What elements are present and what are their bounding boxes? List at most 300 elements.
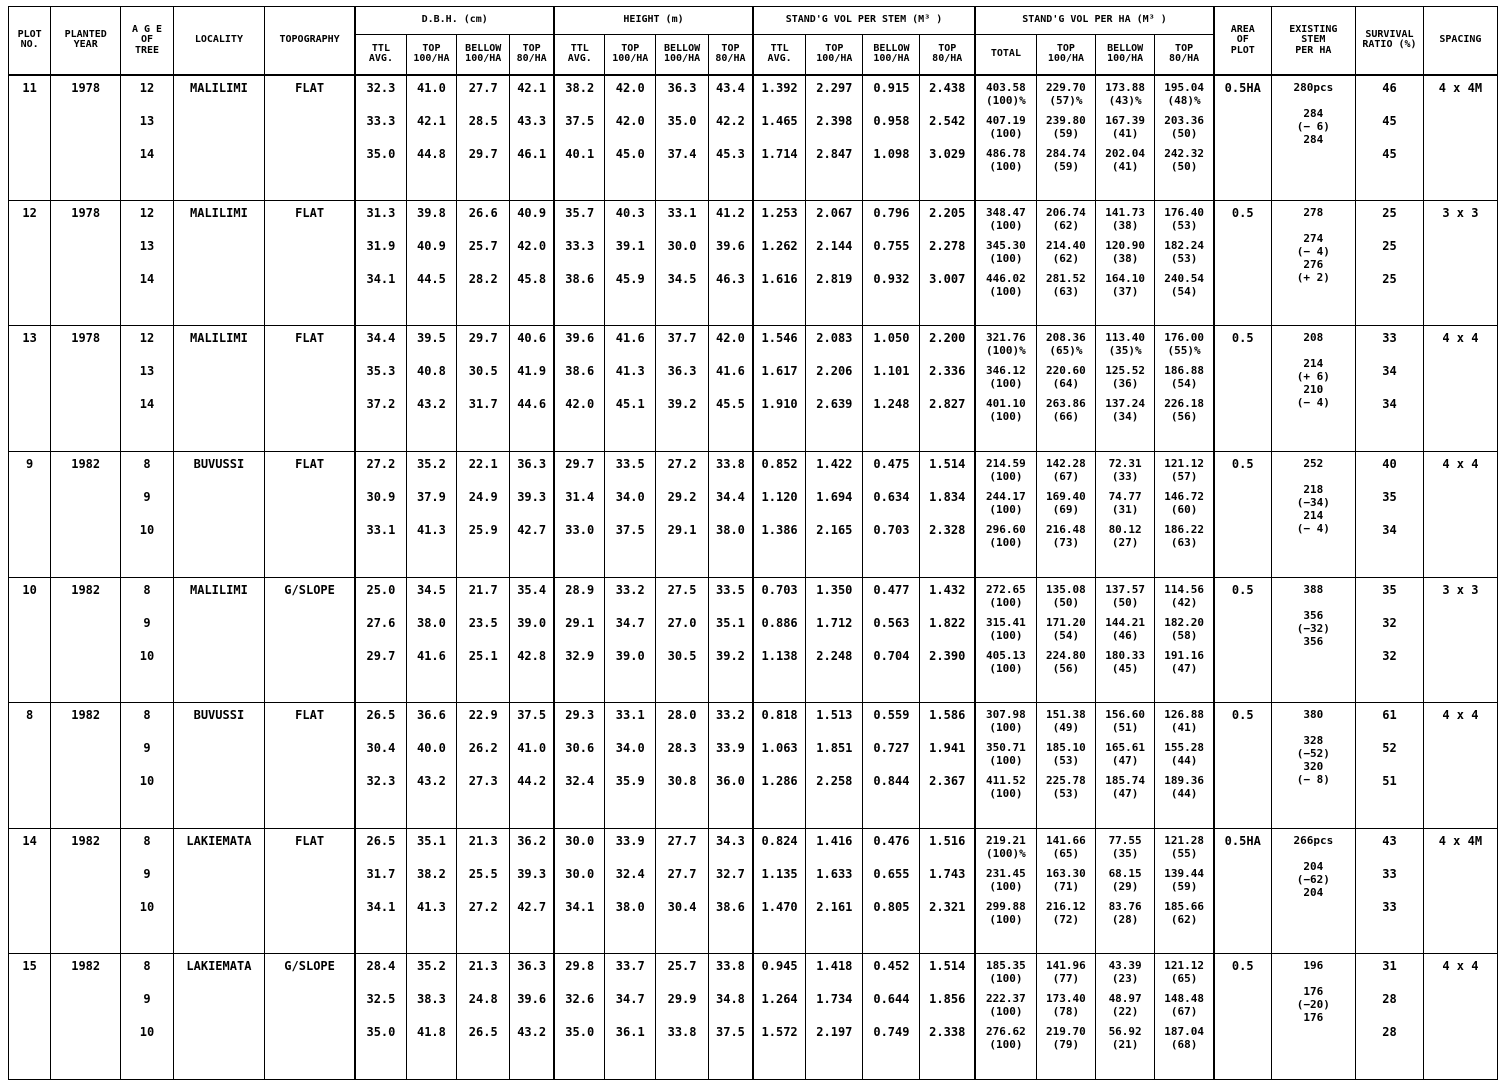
vol-ha-amount: 142.28 [1046, 456, 1086, 470]
vol-ha-amount: 226.18 [1164, 397, 1204, 411]
vol-ha-percent: (50) [1052, 595, 1080, 609]
vstem-value: 2.639 [816, 397, 853, 412]
height-value: 36.0 [716, 774, 745, 789]
vol-ha-amount: 214.59 [986, 456, 1026, 470]
survival-ratio-value: 32 [1382, 648, 1397, 663]
vstem-value: 2.390 [929, 648, 966, 663]
survival-ratio-value: 40 [1382, 456, 1397, 471]
existing-stem-value: (− 6) [1296, 119, 1330, 133]
header-locality: LOCALITY [173, 7, 264, 75]
vol-ha-percent: (28) [1111, 912, 1139, 926]
vstem-cell [920, 451, 975, 577]
vol-ha-amount: 348.47 [986, 205, 1026, 219]
vol-ha-percent: (59) [1052, 126, 1080, 140]
vol-ha-percent: (35)% [1108, 344, 1142, 358]
age-value: 8 [143, 456, 151, 471]
height-value: 45.5 [716, 397, 745, 412]
vol-ha-percent: (69) [1052, 502, 1080, 516]
vol-ha-value [1155, 741, 1213, 774]
spacing-cell: 4 x 4M [1423, 75, 1497, 201]
vol-ha-amount: 182.24 [1164, 238, 1204, 252]
vol-ha-amount: 167.39 [1105, 113, 1145, 127]
vstem-value: 2.197 [816, 1025, 853, 1040]
vstem-value: 0.703 [761, 582, 798, 597]
vol-ha-amount: 407.19 [986, 113, 1026, 127]
vol-ha-percent: (36) [1111, 377, 1139, 391]
vstem-value: 2.205 [929, 205, 966, 220]
height-value: 37.4 [667, 146, 697, 161]
vol-ha-amount: 163.30 [1046, 866, 1086, 880]
vol-ha-cell [1096, 451, 1155, 577]
dbh-cell [510, 451, 554, 577]
locality-cell: BUVUSSI [173, 703, 264, 829]
height-value: 45.9 [615, 271, 645, 286]
subheader-height-2: BELLOW 100/HA [656, 35, 709, 75]
vol-ha-amount: 401.10 [986, 397, 1026, 411]
vol-ha-value [1096, 708, 1154, 741]
existing-stem-value: 320 [1303, 760, 1324, 774]
height-value: 38.0 [615, 899, 645, 914]
header-plot-no: PLOT NO. [9, 7, 51, 75]
vol-ha-amount: 272.65 [986, 582, 1026, 596]
height-value: 29.9 [667, 992, 697, 1007]
vol-ha-cell [1036, 75, 1095, 201]
vstem-value: 2.398 [816, 113, 853, 128]
age-value: 8 [143, 582, 151, 597]
dbh-value: 42.8 [517, 648, 547, 663]
vol-ha-cell [1036, 200, 1095, 326]
height-value: 36.3 [667, 80, 697, 95]
header-survival-ratio: SURVIVAL RATIO (%) [1356, 7, 1424, 75]
vol-ha-cell [1096, 577, 1155, 703]
vol-ha-percent: (58) [1170, 628, 1198, 642]
vol-ha-amount: 173.40 [1046, 992, 1086, 1006]
vol-ha-amount: 185.35 [986, 959, 1026, 973]
vstem-value: 1.714 [761, 146, 798, 161]
age-value: 12 [139, 331, 155, 346]
vstem-value: 0.559 [873, 708, 910, 723]
dbh-value: 43.2 [416, 774, 446, 789]
vol-ha-value [1096, 364, 1154, 397]
height-cell [554, 828, 605, 954]
height-value: 35.7 [565, 205, 595, 220]
existing-stem-value: (+ 6) [1296, 370, 1330, 384]
dbh-value: 39.8 [416, 205, 446, 220]
vol-ha-value [1037, 867, 1095, 900]
height-value: 33.2 [716, 708, 745, 723]
dbh-value: 28.2 [468, 271, 498, 286]
vstem-value: 0.644 [873, 992, 910, 1007]
vol-ha-value [1096, 239, 1154, 272]
locality-cell: MALILIMI [173, 577, 264, 703]
vol-ha-percent: (42) [1170, 595, 1198, 609]
vstem-value: 2.161 [816, 899, 853, 914]
vol-ha-value [1155, 239, 1213, 272]
vstem-value: 1.262 [761, 238, 798, 253]
height-value: 30.8 [667, 774, 697, 789]
locality-cell: LAKIEMATA [173, 954, 264, 1080]
dbh-value: 25.5 [468, 866, 498, 881]
vol-ha-value [1037, 649, 1095, 682]
vstem-value: 1.470 [761, 899, 798, 914]
existing-stem-value: (−52) [1296, 747, 1330, 761]
vol-ha-value [976, 900, 1036, 933]
height-cell [554, 451, 605, 577]
height-value: 29.7 [565, 456, 595, 471]
dbh-value: 28.5 [468, 113, 498, 128]
age-value: 8 [143, 959, 151, 974]
existing-stem-cell [1271, 828, 1356, 954]
vstem-value: 1.050 [873, 331, 910, 346]
vol-ha-value [1096, 992, 1154, 1025]
dbh-cell [457, 577, 510, 703]
vol-ha-amount: 148.48 [1164, 992, 1204, 1006]
vol-ha-percent: (51) [1111, 721, 1139, 735]
height-cell [656, 703, 709, 829]
vstem-value: 2.336 [929, 364, 966, 379]
vstem-cell [863, 703, 920, 829]
vstem-cell [863, 75, 920, 201]
vstem-cell [920, 200, 975, 326]
subheader-vstem-3: TOP 80/HA [920, 35, 975, 75]
height-cell [708, 828, 752, 954]
height-cell [605, 75, 656, 201]
vol-ha-value [1155, 959, 1213, 992]
height-value: 39.0 [615, 648, 645, 663]
age-value: 8 [143, 708, 151, 723]
spacing-cell: 4 x 4 [1423, 703, 1497, 829]
dbh-value: 41.0 [517, 741, 547, 756]
vstem-cell [920, 703, 975, 829]
vol-ha-amount: 125.52 [1105, 364, 1145, 378]
vol-ha-percent: (38) [1111, 251, 1139, 265]
vstem-value: 0.476 [873, 833, 910, 848]
dbh-value: 27.2 [468, 899, 498, 914]
vstem-value: 0.755 [873, 238, 910, 253]
dbh-value: 44.5 [416, 271, 446, 286]
vstem-value: 0.703 [873, 522, 910, 537]
vstem-cell [863, 577, 920, 703]
data-sheet [8, 6, 1498, 1080]
vol-ha-value [976, 457, 1036, 490]
existing-stem-value: 276 [1303, 257, 1324, 271]
height-cell [605, 954, 656, 1080]
height-value: 38.0 [716, 522, 745, 537]
plot-no-cell: 9 [9, 451, 51, 577]
table-row [9, 75, 1498, 201]
dbh-value: 42.1 [416, 113, 446, 128]
vol-ha-amount: 141.66 [1046, 833, 1086, 847]
height-value: 30.0 [667, 238, 697, 253]
height-value: 29.3 [565, 708, 595, 723]
height-value: 30.0 [565, 866, 595, 881]
height-value: 40.1 [565, 146, 595, 161]
dbh-cell [457, 326, 510, 452]
dbh-value: 41.3 [416, 899, 446, 914]
dbh-cell [355, 75, 406, 201]
vol-ha-percent: (100) [989, 595, 1023, 609]
dbh-value: 22.9 [468, 708, 498, 723]
vstem-value: 1.120 [761, 489, 798, 504]
height-value: 38.6 [565, 364, 595, 379]
age-value: 9 [143, 615, 151, 630]
vol-ha-value [1096, 397, 1154, 430]
vol-ha-amount: 240.54 [1164, 271, 1204, 285]
survival-ratio-cell [1356, 451, 1424, 577]
vol-ha-value [1155, 992, 1213, 1025]
age-value: 13 [139, 238, 155, 253]
dbh-value: 27.2 [366, 456, 396, 471]
height-cell [708, 75, 752, 201]
dbh-value: 42.7 [517, 522, 547, 537]
vol-ha-cell [1155, 451, 1214, 577]
vol-ha-amount: 173.88 [1105, 80, 1145, 94]
locality-cell: LAKIEMATA [173, 828, 264, 954]
vol-ha-amount: 120.90 [1105, 238, 1145, 252]
height-value: 34.7 [615, 615, 645, 630]
survival-ratio-cell [1356, 703, 1424, 829]
vol-ha-amount: 307.98 [986, 708, 1026, 722]
height-value: 29.1 [565, 615, 595, 630]
vol-ha-amount: 219.21 [986, 833, 1026, 847]
vol-ha-amount: 219.70 [1046, 1025, 1086, 1039]
dbh-value: 45.8 [517, 271, 547, 286]
dbh-value: 25.7 [468, 238, 498, 253]
topography-cell: FLAT [264, 828, 355, 954]
subheader-vha-2: BELLOW 100/HA [1096, 35, 1155, 75]
vol-ha-amount: 176.40 [1164, 205, 1204, 219]
dbh-value: 29.7 [468, 146, 498, 161]
existing-stem-value: (− 4) [1296, 396, 1330, 410]
vstem-value: 0.818 [761, 708, 798, 723]
dbh-value: 23.5 [468, 615, 498, 630]
vol-ha-value [976, 490, 1036, 523]
vstem-value: 0.915 [873, 80, 910, 95]
existing-stem-value: (−34) [1296, 495, 1330, 509]
vstem-value: 1.432 [929, 582, 966, 597]
height-value: 33.3 [565, 238, 595, 253]
vol-ha-amount: 220.60 [1046, 364, 1086, 378]
vol-ha-amount: 114.56 [1164, 582, 1204, 596]
vol-ha-percent: (100) [989, 1005, 1023, 1019]
vol-ha-percent: (47) [1111, 754, 1139, 768]
vol-ha-value [1155, 331, 1213, 364]
vol-ha-percent: (65) [1170, 972, 1198, 986]
subheader-dbh-2: BELLOW 100/HA [457, 35, 510, 75]
vstem-value: 1.586 [929, 708, 966, 723]
plot-no-cell: 12 [9, 200, 51, 326]
vstem-value: 2.367 [929, 774, 966, 789]
vstem-value: 0.452 [873, 959, 910, 974]
survival-ratio-value: 43 [1382, 833, 1397, 848]
vol-ha-value [976, 523, 1036, 556]
vstem-value: 0.796 [873, 205, 910, 220]
vstem-value: 1.418 [816, 959, 853, 974]
table-row [9, 326, 1498, 452]
height-value: 30.0 [565, 833, 595, 848]
dbh-value: 32.3 [366, 774, 396, 789]
vol-ha-value [976, 741, 1036, 774]
vol-ha-amount: 186.88 [1164, 364, 1204, 378]
existing-stem-value: 278 [1303, 205, 1324, 219]
vol-ha-amount: 346.12 [986, 364, 1026, 378]
vol-ha-percent: (100) [989, 721, 1023, 735]
dbh-value: 44.8 [416, 146, 446, 161]
vol-ha-value [1155, 616, 1213, 649]
vol-ha-amount: 281.52 [1046, 271, 1086, 285]
height-value: 35.0 [667, 113, 697, 128]
vstem-cell [806, 451, 863, 577]
dbh-value: 38.0 [416, 615, 446, 630]
vol-ha-value [1096, 331, 1154, 364]
vol-ha-percent: (100) [989, 469, 1023, 483]
vol-ha-value [1037, 272, 1095, 305]
vol-ha-value [1155, 490, 1213, 523]
height-cell [554, 75, 605, 201]
vol-ha-amount: 171.20 [1046, 615, 1086, 629]
survival-ratio-value: 51 [1382, 774, 1397, 789]
vol-ha-percent: (62) [1052, 251, 1080, 265]
vol-ha-percent: (72) [1052, 912, 1080, 926]
height-value: 34.3 [716, 833, 745, 848]
dbh-value: 34.5 [416, 582, 446, 597]
height-cell [656, 954, 709, 1080]
dbh-value: 39.3 [517, 489, 547, 504]
age-cell [121, 75, 174, 201]
plot-no-cell: 10 [9, 577, 51, 703]
subheader-vha-3: TOP 80/HA [1155, 35, 1214, 75]
vol-ha-cell [975, 75, 1036, 201]
height-value: 33.8 [716, 959, 745, 974]
height-value: 45.1 [615, 397, 645, 412]
vstem-value: 2.847 [816, 146, 853, 161]
vol-ha-percent: (41) [1111, 159, 1139, 173]
dbh-value: 37.5 [517, 708, 547, 723]
vol-ha-amount: 350.71 [986, 741, 1026, 755]
vstem-value: 1.063 [761, 741, 798, 756]
dbh-value: 32.3 [366, 80, 396, 95]
height-value: 45.0 [615, 146, 645, 161]
vol-ha-value [1037, 81, 1095, 114]
vstem-cell [753, 954, 806, 1080]
age-cell [121, 828, 174, 954]
existing-stem-value: (− 4) [1296, 521, 1330, 535]
vol-ha-percent: (37) [1111, 284, 1139, 298]
height-cell [554, 577, 605, 703]
vstem-cell [753, 703, 806, 829]
height-cell [708, 703, 752, 829]
vol-ha-value [1037, 583, 1095, 616]
existing-stem-value: 214 [1303, 508, 1324, 522]
existing-stem-value [1272, 219, 1356, 232]
survival-ratio-cell [1356, 577, 1424, 703]
dbh-value: 42.0 [517, 238, 547, 253]
height-cell [708, 954, 752, 1080]
vol-ha-cell [1036, 703, 1095, 829]
height-cell [708, 200, 752, 326]
vol-ha-percent: (73) [1052, 535, 1080, 549]
vol-ha-percent: (100) [989, 218, 1023, 232]
vol-ha-value [976, 81, 1036, 114]
vol-ha-percent: (100)% [986, 846, 1026, 860]
existing-stem-value: 274 [1303, 231, 1324, 245]
table-row [9, 451, 1498, 577]
height-value: 32.4 [565, 774, 595, 789]
existing-stem-value [1272, 596, 1356, 609]
dbh-value: 34.1 [366, 899, 396, 914]
vol-ha-value [1037, 114, 1095, 147]
age-cell [121, 451, 174, 577]
survival-ratio-value: 34 [1382, 397, 1397, 412]
vol-ha-percent: (50) [1111, 595, 1139, 609]
planted-year-cell: 1982 [51, 703, 121, 829]
vol-ha-value [1096, 147, 1154, 180]
vol-ha-percent: (100) [989, 754, 1023, 768]
vol-ha-cell [1096, 326, 1155, 452]
vol-ha-percent: (47) [1170, 661, 1198, 675]
height-value: 33.9 [716, 741, 745, 756]
age-value: 14 [139, 146, 155, 161]
dbh-cell [406, 828, 457, 954]
existing-stem-value: 266pcs [1293, 833, 1334, 847]
vol-ha-percent: (67) [1052, 469, 1080, 483]
dbh-value: 43.2 [517, 1025, 547, 1040]
height-value: 41.6 [615, 331, 645, 346]
dbh-cell [406, 326, 457, 452]
height-cell [656, 828, 709, 954]
height-value: 27.5 [667, 582, 697, 597]
vol-ha-amount: 185.10 [1046, 741, 1086, 755]
dbh-value: 25.1 [468, 648, 498, 663]
height-value: 33.5 [615, 456, 645, 471]
vstem-value: 2.321 [929, 899, 966, 914]
survival-ratio-cell [1356, 326, 1424, 452]
vstem-value: 1.834 [929, 489, 966, 504]
vol-ha-value [1037, 457, 1095, 490]
dbh-value: 29.7 [468, 331, 498, 346]
vol-ha-percent: (57) [1170, 469, 1198, 483]
vol-ha-percent: (100) [989, 1038, 1023, 1052]
vstem-value: 2.328 [929, 522, 966, 537]
subheader-vha-1: TOP 100/HA [1036, 35, 1095, 75]
vol-ha-amount: 239.80 [1046, 113, 1086, 127]
survival-ratio-value: 45 [1382, 146, 1397, 161]
vol-ha-percent: (49) [1052, 721, 1080, 735]
dbh-cell [355, 954, 406, 1080]
header-spacing: SPACING [1423, 7, 1497, 75]
dbh-value: 31.7 [468, 397, 498, 412]
header-existing-stem: EXISTING STEM PER HA [1271, 7, 1356, 75]
dbh-value: 27.7 [468, 80, 498, 95]
topography-cell: FLAT [264, 326, 355, 452]
dbh-value: 42.7 [517, 899, 547, 914]
survival-ratio-value: 28 [1382, 992, 1397, 1007]
vstem-value: 1.101 [873, 364, 910, 379]
vstem-value: 1.516 [929, 833, 966, 848]
header-area-of-plot: AREA OF PLOT [1214, 7, 1271, 75]
vstem-cell [753, 326, 806, 452]
vstem-value: 2.067 [816, 205, 853, 220]
dbh-value: 41.6 [416, 648, 446, 663]
existing-stem-value: (−32) [1296, 621, 1330, 635]
vol-ha-amount: 411.52 [986, 774, 1026, 788]
vol-ha-value [976, 331, 1036, 364]
vstem-value: 1.514 [929, 456, 966, 471]
vol-ha-percent: (100) [989, 912, 1023, 926]
age-cell [121, 200, 174, 326]
topography-cell: FLAT [264, 200, 355, 326]
height-value: 34.7 [615, 992, 645, 1007]
